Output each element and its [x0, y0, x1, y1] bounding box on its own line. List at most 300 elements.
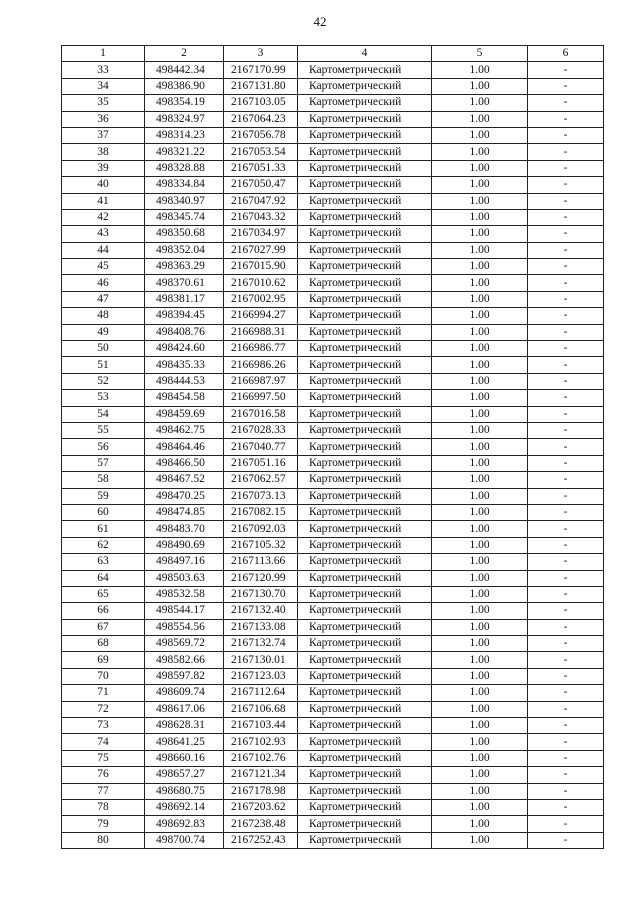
table-row	[62, 668, 604, 684]
y-coordinate-cell: 2167028.33	[224, 422, 298, 438]
accuracy-cell: 1.00	[432, 832, 528, 848]
method-cell: Картометрический	[298, 259, 432, 275]
method-cell: Картометрический	[298, 177, 432, 193]
table-row	[62, 554, 604, 570]
y-coordinate-cell: 2167010.62	[224, 275, 298, 291]
accuracy-cell: 1.00	[432, 111, 528, 127]
y-coordinate-cell: 2167073.13	[224, 488, 298, 504]
accuracy-cell: 1.00	[432, 504, 528, 520]
table-header-row	[62, 46, 604, 62]
description-cell: -	[528, 193, 604, 209]
method-cell: Картометрический	[298, 78, 432, 94]
table-row	[62, 734, 604, 750]
accuracy-cell: 1.00	[432, 390, 528, 406]
method-cell: Картометрический	[298, 209, 432, 225]
method-cell: Картометрический	[298, 554, 432, 570]
table-row	[62, 62, 604, 78]
table-row	[62, 718, 604, 734]
y-coordinate-cell: 2166994.27	[224, 308, 298, 324]
accuracy-cell: 1.00	[432, 127, 528, 143]
header-cell-accuracy: 5	[432, 46, 528, 62]
table-body	[62, 62, 604, 849]
x-coordinate-cell: 498340.97	[145, 193, 224, 209]
method-cell: Картометрический	[298, 832, 432, 848]
description-cell: -	[528, 570, 604, 586]
x-coordinate-cell: 498497.16	[145, 554, 224, 570]
accuracy-cell: 1.00	[432, 177, 528, 193]
y-coordinate-cell: 2167252.43	[224, 832, 298, 848]
description-cell: -	[528, 816, 604, 832]
x-coordinate-cell: 498370.61	[145, 275, 224, 291]
table-row	[62, 259, 604, 275]
accuracy-cell: 1.00	[432, 668, 528, 684]
accuracy-cell: 1.00	[432, 652, 528, 668]
method-cell: Картометрический	[298, 799, 432, 815]
method-cell: Картометрический	[298, 62, 432, 78]
y-coordinate-cell: 2167130.01	[224, 652, 298, 668]
table-row	[62, 832, 604, 848]
description-cell: -	[528, 734, 604, 750]
point-number-cell: 37	[62, 127, 145, 143]
description-cell: -	[528, 455, 604, 471]
table-row	[62, 701, 604, 717]
table-row	[62, 341, 604, 357]
table-row	[62, 537, 604, 553]
point-number-cell: 36	[62, 111, 145, 127]
description-cell: -	[528, 701, 604, 717]
point-number-cell: 75	[62, 750, 145, 766]
point-number-cell: 63	[62, 554, 145, 570]
method-cell: Картометрический	[298, 734, 432, 750]
method-cell: Картометрический	[298, 570, 432, 586]
table-row	[62, 636, 604, 652]
accuracy-cell: 1.00	[432, 521, 528, 537]
x-coordinate-cell: 498554.56	[145, 619, 224, 635]
point-number-cell: 55	[62, 422, 145, 438]
point-number-cell: 79	[62, 816, 145, 832]
x-coordinate-cell: 498386.90	[145, 78, 224, 94]
method-cell: Картометрический	[298, 636, 432, 652]
description-cell: -	[528, 537, 604, 553]
method-cell: Картометрический	[298, 275, 432, 291]
point-number-cell: 52	[62, 373, 145, 389]
method-cell: Картометрический	[298, 291, 432, 307]
y-coordinate-cell: 2167123.03	[224, 668, 298, 684]
table-row	[62, 816, 604, 832]
table-row	[62, 488, 604, 504]
y-coordinate-cell: 2167053.54	[224, 144, 298, 160]
y-coordinate-cell: 2167113.66	[224, 554, 298, 570]
x-coordinate-cell: 498381.17	[145, 291, 224, 307]
x-coordinate-cell: 498435.33	[145, 357, 224, 373]
point-number-cell: 67	[62, 619, 145, 635]
method-cell: Картометрический	[298, 619, 432, 635]
method-cell: Картометрический	[298, 160, 432, 176]
x-coordinate-cell: 498692.14	[145, 799, 224, 815]
table-row	[62, 652, 604, 668]
point-number-cell: 72	[62, 701, 145, 717]
x-coordinate-cell: 498424.60	[145, 341, 224, 357]
point-number-cell: 80	[62, 832, 145, 848]
y-coordinate-cell: 2167092.03	[224, 521, 298, 537]
accuracy-cell: 1.00	[432, 586, 528, 602]
y-coordinate-cell: 2167103.05	[224, 95, 298, 111]
y-coordinate-cell: 2167105.32	[224, 537, 298, 553]
y-coordinate-cell: 2167130.70	[224, 586, 298, 602]
x-coordinate-cell: 498532.58	[145, 586, 224, 602]
table-row	[62, 78, 604, 94]
table-row	[62, 275, 604, 291]
y-coordinate-cell: 2167238.48	[224, 816, 298, 832]
x-coordinate-cell: 498354.19	[145, 95, 224, 111]
accuracy-cell: 1.00	[432, 636, 528, 652]
y-coordinate-cell: 2166987.97	[224, 373, 298, 389]
accuracy-cell: 1.00	[432, 570, 528, 586]
x-coordinate-cell: 498363.29	[145, 259, 224, 275]
method-cell: Картометрический	[298, 718, 432, 734]
table-row	[62, 357, 604, 373]
x-coordinate-cell: 498692.83	[145, 816, 224, 832]
table-row	[62, 324, 604, 340]
table-row	[62, 95, 604, 111]
accuracy-cell: 1.00	[432, 422, 528, 438]
accuracy-cell: 1.00	[432, 783, 528, 799]
y-coordinate-cell: 2167050.47	[224, 177, 298, 193]
x-coordinate-cell: 498444.53	[145, 373, 224, 389]
x-coordinate-cell: 498328.88	[145, 160, 224, 176]
description-cell: -	[528, 127, 604, 143]
description-cell: -	[528, 78, 604, 94]
point-number-cell: 56	[62, 439, 145, 455]
table-row	[62, 209, 604, 225]
point-number-cell: 51	[62, 357, 145, 373]
description-cell: -	[528, 832, 604, 848]
description-cell: -	[528, 783, 604, 799]
description-cell: -	[528, 177, 604, 193]
accuracy-cell: 1.00	[432, 472, 528, 488]
accuracy-cell: 1.00	[432, 799, 528, 815]
point-number-cell: 71	[62, 685, 145, 701]
method-cell: Картометрический	[298, 521, 432, 537]
description-cell: -	[528, 341, 604, 357]
x-coordinate-cell: 498569.72	[145, 636, 224, 652]
y-coordinate-cell: 2167102.76	[224, 750, 298, 766]
description-cell: -	[528, 308, 604, 324]
y-coordinate-cell: 2167016.58	[224, 406, 298, 422]
header-cell-y: 3	[224, 46, 298, 62]
accuracy-cell: 1.00	[432, 226, 528, 242]
table-row	[62, 390, 604, 406]
method-cell: Картометрический	[298, 324, 432, 340]
x-coordinate-cell: 498394.45	[145, 308, 224, 324]
description-cell: -	[528, 472, 604, 488]
point-number-cell: 45	[62, 259, 145, 275]
table-row	[62, 177, 604, 193]
method-cell: Картометрический	[298, 668, 432, 684]
point-number-cell: 33	[62, 62, 145, 78]
method-cell: Картометрический	[298, 406, 432, 422]
x-coordinate-cell: 498628.31	[145, 718, 224, 734]
description-cell: -	[528, 373, 604, 389]
description-cell: -	[528, 750, 604, 766]
description-cell: -	[528, 652, 604, 668]
y-coordinate-cell: 2167056.78	[224, 127, 298, 143]
x-coordinate-cell: 498609.74	[145, 685, 224, 701]
y-coordinate-cell: 2167132.40	[224, 603, 298, 619]
accuracy-cell: 1.00	[432, 734, 528, 750]
table-row	[62, 570, 604, 586]
point-number-cell: 58	[62, 472, 145, 488]
description-cell: -	[528, 275, 604, 291]
y-coordinate-cell: 2167051.16	[224, 455, 298, 471]
method-cell: Картометрический	[298, 242, 432, 258]
x-coordinate-cell: 498464.46	[145, 439, 224, 455]
method-cell: Картометрический	[298, 488, 432, 504]
description-cell: -	[528, 291, 604, 307]
point-number-cell: 78	[62, 799, 145, 815]
y-coordinate-cell: 2167133.08	[224, 619, 298, 635]
method-cell: Картометрический	[298, 357, 432, 373]
description-cell: -	[528, 668, 604, 684]
y-coordinate-cell: 2166988.31	[224, 324, 298, 340]
y-coordinate-cell: 2167178.98	[224, 783, 298, 799]
y-coordinate-cell: 2167082.15	[224, 504, 298, 520]
table-row	[62, 603, 604, 619]
point-number-cell: 41	[62, 193, 145, 209]
x-coordinate-cell: 498467.52	[145, 472, 224, 488]
x-coordinate-cell: 498314.23	[145, 127, 224, 143]
accuracy-cell: 1.00	[432, 685, 528, 701]
point-number-cell: 64	[62, 570, 145, 586]
accuracy-cell: 1.00	[432, 341, 528, 357]
table-row	[62, 586, 604, 602]
accuracy-cell: 1.00	[432, 701, 528, 717]
point-number-cell: 42	[62, 209, 145, 225]
table-row	[62, 111, 604, 127]
table-row	[62, 291, 604, 307]
x-coordinate-cell: 498334.84	[145, 177, 224, 193]
point-number-cell: 77	[62, 783, 145, 799]
y-coordinate-cell: 2167034.97	[224, 226, 298, 242]
point-number-cell: 43	[62, 226, 145, 242]
description-cell: -	[528, 95, 604, 111]
y-coordinate-cell: 2167103.44	[224, 718, 298, 734]
method-cell: Картометрический	[298, 144, 432, 160]
table-row	[62, 422, 604, 438]
description-cell: -	[528, 111, 604, 127]
point-number-cell: 68	[62, 636, 145, 652]
x-coordinate-cell: 498700.74	[145, 832, 224, 848]
description-cell: -	[528, 685, 604, 701]
description-cell: -	[528, 554, 604, 570]
method-cell: Картометрический	[298, 308, 432, 324]
x-coordinate-cell: 498408.76	[145, 324, 224, 340]
y-coordinate-cell: 2167203.62	[224, 799, 298, 815]
accuracy-cell: 1.00	[432, 718, 528, 734]
x-coordinate-cell: 498617.06	[145, 701, 224, 717]
y-coordinate-cell: 2167051.33	[224, 160, 298, 176]
header-cell-description: 6	[528, 46, 604, 62]
accuracy-cell: 1.00	[432, 554, 528, 570]
accuracy-cell: 1.00	[432, 406, 528, 422]
table-row	[62, 783, 604, 799]
method-cell: Картометрический	[298, 390, 432, 406]
table-row	[62, 472, 604, 488]
page-number: 42	[313, 14, 327, 29]
point-number-cell: 69	[62, 652, 145, 668]
description-cell: -	[528, 259, 604, 275]
accuracy-cell: 1.00	[432, 160, 528, 176]
header-cell-point: 1	[62, 46, 145, 62]
description-cell: -	[528, 767, 604, 783]
point-number-cell: 40	[62, 177, 145, 193]
accuracy-cell: 1.00	[432, 275, 528, 291]
table-row	[62, 685, 604, 701]
method-cell: Картометрический	[298, 193, 432, 209]
accuracy-cell: 1.00	[432, 439, 528, 455]
x-coordinate-cell: 498321.22	[145, 144, 224, 160]
method-cell: Картометрический	[298, 701, 432, 717]
y-coordinate-cell: 2167015.90	[224, 259, 298, 275]
x-coordinate-cell: 498657.27	[145, 767, 224, 783]
y-coordinate-cell: 2167121.34	[224, 767, 298, 783]
x-coordinate-cell: 498660.16	[145, 750, 224, 766]
x-coordinate-cell: 498459.69	[145, 406, 224, 422]
description-cell: -	[528, 439, 604, 455]
table-row	[62, 406, 604, 422]
accuracy-cell: 1.00	[432, 62, 528, 78]
description-cell: -	[528, 619, 604, 635]
y-coordinate-cell: 2167106.68	[224, 701, 298, 717]
x-coordinate-cell: 498503.63	[145, 570, 224, 586]
point-number-cell: 48	[62, 308, 145, 324]
point-number-cell: 46	[62, 275, 145, 291]
accuracy-cell: 1.00	[432, 291, 528, 307]
x-coordinate-cell: 498345.74	[145, 209, 224, 225]
x-coordinate-cell: 498350.68	[145, 226, 224, 242]
y-coordinate-cell: 2167062.57	[224, 472, 298, 488]
y-coordinate-cell: 2166997.50	[224, 390, 298, 406]
description-cell: -	[528, 62, 604, 78]
accuracy-cell: 1.00	[432, 816, 528, 832]
description-cell: -	[528, 226, 604, 242]
table-row	[62, 308, 604, 324]
x-coordinate-cell: 498474.85	[145, 504, 224, 520]
y-coordinate-cell: 2167040.77	[224, 439, 298, 455]
x-coordinate-cell: 498454.58	[145, 390, 224, 406]
description-cell: -	[528, 603, 604, 619]
method-cell: Картометрический	[298, 816, 432, 832]
x-coordinate-cell: 498470.25	[145, 488, 224, 504]
method-cell: Картометрический	[298, 537, 432, 553]
description-cell: -	[528, 718, 604, 734]
x-coordinate-cell: 498483.70	[145, 521, 224, 537]
description-cell: -	[528, 799, 604, 815]
method-cell: Картометрический	[298, 652, 432, 668]
method-cell: Картометрический	[298, 504, 432, 520]
method-cell: Картометрический	[298, 95, 432, 111]
description-cell: -	[528, 488, 604, 504]
y-coordinate-cell: 2167131.80	[224, 78, 298, 94]
y-coordinate-cell: 2167170.99	[224, 62, 298, 78]
point-number-cell: 66	[62, 603, 145, 619]
description-cell: -	[528, 242, 604, 258]
accuracy-cell: 1.00	[432, 619, 528, 635]
point-number-cell: 34	[62, 78, 145, 94]
x-coordinate-cell: 498680.75	[145, 783, 224, 799]
x-coordinate-cell: 498442.34	[145, 62, 224, 78]
accuracy-cell: 1.00	[432, 750, 528, 766]
table-row	[62, 127, 604, 143]
accuracy-cell: 1.00	[432, 259, 528, 275]
table-row	[62, 160, 604, 176]
method-cell: Картометрический	[298, 341, 432, 357]
table-row	[62, 455, 604, 471]
accuracy-cell: 1.00	[432, 455, 528, 471]
x-coordinate-cell: 498597.82	[145, 668, 224, 684]
method-cell: Картометрический	[298, 472, 432, 488]
y-coordinate-cell: 2167112.64	[224, 685, 298, 701]
table-row	[62, 373, 604, 389]
method-cell: Картометрический	[298, 767, 432, 783]
description-cell: -	[528, 521, 604, 537]
x-coordinate-cell: 498466.50	[145, 455, 224, 471]
accuracy-cell: 1.00	[432, 193, 528, 209]
y-coordinate-cell: 2167064.23	[224, 111, 298, 127]
y-coordinate-cell: 2167002.95	[224, 291, 298, 307]
point-number-cell: 76	[62, 767, 145, 783]
point-number-cell: 53	[62, 390, 145, 406]
y-coordinate-cell: 2167102.93	[224, 734, 298, 750]
table-row	[62, 242, 604, 258]
description-cell: -	[528, 586, 604, 602]
y-coordinate-cell: 2167120.99	[224, 570, 298, 586]
description-cell: -	[528, 390, 604, 406]
header-cell-x: 2	[145, 46, 224, 62]
accuracy-cell: 1.00	[432, 242, 528, 258]
point-number-cell: 60	[62, 504, 145, 520]
method-cell: Картометрический	[298, 439, 432, 455]
description-cell: -	[528, 324, 604, 340]
description-cell: -	[528, 144, 604, 160]
x-coordinate-cell: 498490.69	[145, 537, 224, 553]
method-cell: Картометрический	[298, 373, 432, 389]
accuracy-cell: 1.00	[432, 78, 528, 94]
description-cell: -	[528, 357, 604, 373]
accuracy-cell: 1.00	[432, 767, 528, 783]
description-cell: -	[528, 504, 604, 520]
method-cell: Картометрический	[298, 455, 432, 471]
x-coordinate-cell: 498582.66	[145, 652, 224, 668]
accuracy-cell: 1.00	[432, 209, 528, 225]
accuracy-cell: 1.00	[432, 144, 528, 160]
point-number-cell: 74	[62, 734, 145, 750]
point-number-cell: 65	[62, 586, 145, 602]
method-cell: Картометрический	[298, 750, 432, 766]
coordinates-table	[61, 45, 604, 849]
point-number-cell: 59	[62, 488, 145, 504]
accuracy-cell: 1.00	[432, 373, 528, 389]
accuracy-cell: 1.00	[432, 537, 528, 553]
point-number-cell: 54	[62, 406, 145, 422]
x-coordinate-cell: 498324.97	[145, 111, 224, 127]
point-number-cell: 50	[62, 341, 145, 357]
method-cell: Картометрический	[298, 422, 432, 438]
table-row	[62, 799, 604, 815]
method-cell: Картометрический	[298, 111, 432, 127]
header-cell-method: 4	[298, 46, 432, 62]
description-cell: -	[528, 636, 604, 652]
